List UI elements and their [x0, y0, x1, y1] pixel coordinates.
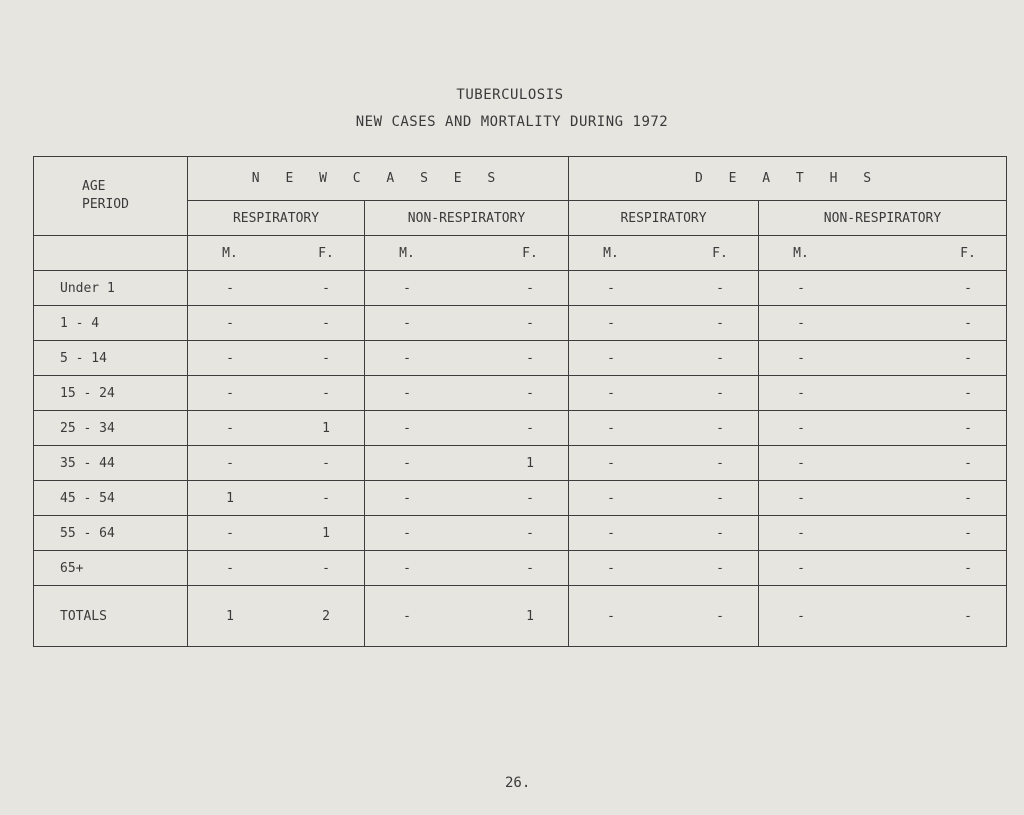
- blank-cell: [34, 236, 188, 271]
- sex-header: M. F.: [569, 236, 759, 271]
- table-row: 65+ - - - - - - - -: [34, 551, 1007, 586]
- sex-header: M. F.: [188, 236, 365, 271]
- age-period-header: AGE PERIOD: [34, 157, 188, 236]
- new-cases-header: N E W C A S E S: [188, 157, 569, 201]
- table-row: 35 - 44 - - - 1 - - - -: [34, 446, 1007, 481]
- totals-row: TOTALS 1 2 - 1 - - - -: [34, 586, 1007, 647]
- totals-label: TOTALS: [34, 586, 188, 647]
- document-subtitle: NEW CASES AND MORTALITY DURING 1972: [355, 114, 669, 130]
- table-row: 45 - 54 1 - - - - - - -: [34, 481, 1007, 516]
- age-cell: 45 - 54: [34, 481, 188, 516]
- new-non-respiratory-header: NON-RESPIRATORY: [365, 201, 569, 236]
- deaths-respiratory-header: RESPIRATORY: [569, 201, 759, 236]
- document-title: TUBERCULOSIS: [456, 87, 564, 103]
- age-cell: 5 - 14: [34, 341, 188, 376]
- age-cell: 55 - 64: [34, 516, 188, 551]
- age-cell: Under 1: [34, 271, 188, 306]
- deaths-non-respiratory-header: NON-RESPIRATORY: [759, 201, 1007, 236]
- tuberculosis-table: [33, 156, 1007, 647]
- table-row: 25 - 34 - 1 - - - - - -: [34, 411, 1007, 446]
- deaths-header: D E A T H S: [569, 157, 1007, 201]
- table-row: 15 - 24 - - - - - - - -: [34, 376, 1007, 411]
- table-row: Under 1 - - - - - - - -: [34, 271, 1007, 306]
- page-number: 26.: [505, 775, 531, 791]
- table-row: 5 - 14 - - - - - - - -: [34, 341, 1007, 376]
- table-row: 1 - 4 - - - - - - - -: [34, 306, 1007, 341]
- age-cell: 25 - 34: [34, 411, 188, 446]
- age-cell: 15 - 24: [34, 376, 188, 411]
- age-cell: 1 - 4: [34, 306, 188, 341]
- sex-header: M. F.: [759, 236, 1007, 271]
- age-cell: 35 - 44: [34, 446, 188, 481]
- age-cell: 65+: [34, 551, 188, 586]
- new-respiratory-header: RESPIRATORY: [188, 201, 365, 236]
- sex-header: M. F.: [365, 236, 569, 271]
- table-row: 55 - 64 - 1 - - - - - -: [34, 516, 1007, 551]
